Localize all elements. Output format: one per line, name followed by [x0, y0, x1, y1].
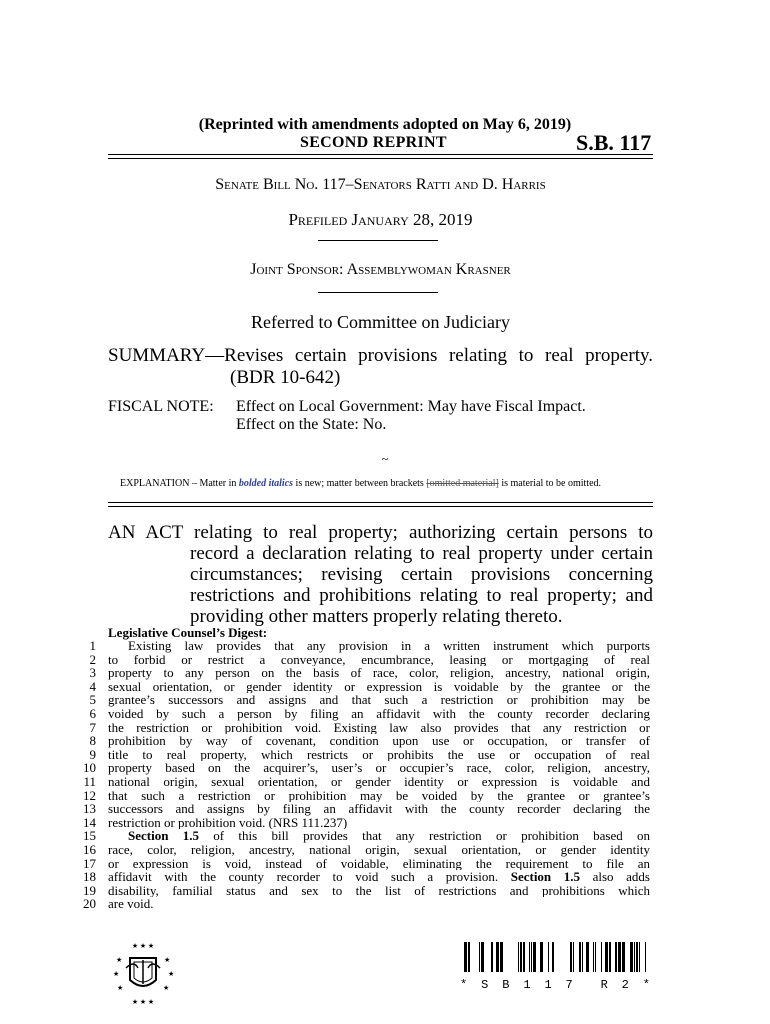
- barcode-bar: [601, 942, 602, 972]
- digest-line: title to real property, which restricts or prohibits the use or occupation of real: [108, 747, 650, 762]
- act-line: providing other matters properly relating thereto.: [190, 606, 563, 627]
- digest-line: restriction or prohibition void. (NRS 111.237): [108, 815, 348, 830]
- divider-short-1: [318, 240, 438, 241]
- committee-referral: Referred to Committee on Judiciary: [251, 312, 510, 332]
- line-number: 15: [83, 828, 96, 844]
- barcode-bar: [496, 942, 499, 972]
- barcode-char: *: [642, 978, 650, 992]
- digest-line: voided by such a person by filing an affidavit with the county recorder declaring: [108, 706, 650, 721]
- barcode-label: [460, 978, 650, 992]
- fiscal-note-block: [108, 398, 653, 434]
- barcode-bar: [552, 942, 554, 972]
- barcode-bar: [468, 942, 470, 972]
- state-seal-icon: [108, 938, 178, 1008]
- explanation-line: [120, 478, 650, 489]
- act-line: AN ACT relating to real property; authorizing certain persons to: [108, 522, 653, 543]
- line-number: 6: [89, 705, 96, 721]
- digest-line-text: affidavit with the county recorder to void such a provision.: [108, 870, 499, 884]
- digest-line: prohibition by way of covenant, condition upon use or occupation, or transfer of: [108, 734, 650, 748]
- summary-bdr: (BDR 10-642): [230, 367, 341, 388]
- barcode-bar: [479, 942, 480, 972]
- barcode-bar: [645, 942, 646, 972]
- digest-line: or expression is void, instead of voidable, eliminating the requirement to file an: [108, 856, 650, 871]
- digest-line: property to any person on the basis of race, color, religion, ancestry, national origin,: [108, 666, 650, 680]
- barcode-bar: [481, 942, 484, 972]
- act-line: circumstances; revising certain provisions concerning: [190, 564, 653, 585]
- explanation-suffix: is material to be omitted.: [498, 478, 602, 489]
- barcode-bar: [570, 942, 572, 972]
- barcode-bar: [540, 942, 543, 972]
- digest-line: [108, 870, 650, 884]
- line-number: 14: [83, 814, 96, 830]
- fiscal-state: Effect on the State: No.: [236, 416, 387, 433]
- barcode-bar: [491, 942, 493, 972]
- line-number: 10: [83, 760, 96, 776]
- line-number: 3: [89, 665, 96, 681]
- explanation-new-text: bolded italics: [238, 478, 294, 489]
- line-number: 5: [89, 692, 96, 708]
- line-number: 1: [89, 638, 96, 653]
- svg-text:★: ★: [163, 984, 170, 992]
- barcode-bar: [586, 942, 589, 972]
- barcode-bar: [618, 942, 621, 972]
- barcode-char: B: [502, 978, 510, 992]
- svg-text:★: ★: [117, 984, 124, 992]
- line-number: 19: [83, 882, 96, 898]
- reprint-note: (Reprinted with amendments adopted on May 6, 2019): [198, 116, 572, 133]
- svg-text:★: ★: [168, 970, 175, 978]
- summary-label: SUMMARY—: [108, 345, 225, 366]
- header-rule-bottom: [108, 158, 653, 159]
- header-rule-top: [108, 154, 653, 155]
- barcode-bar: [630, 942, 633, 972]
- line-number: 2: [89, 651, 96, 667]
- line-number: 20: [83, 896, 96, 912]
- act-line: restrictions and prohibitions relating to real property; and: [190, 585, 653, 606]
- svg-text:★ ★ ★: ★ ★ ★: [131, 998, 155, 1006]
- barcode-bar: [615, 942, 617, 972]
- svg-text:★: ★: [116, 956, 123, 964]
- divider-short-2: [318, 292, 438, 293]
- line-number: 18: [83, 869, 96, 885]
- digest-title: Legislative Counsel’s Digest:: [108, 625, 268, 640]
- digest-line: sexual orientation, or gender identity or expression is voidable by the grantee or the: [108, 679, 650, 694]
- digest-line: grantee’s successors and assigns and that such a restriction or prohibition may be: [108, 693, 650, 707]
- line-number: 12: [83, 787, 96, 803]
- digest-line: successors and assigns by filing an affidavit with the county recorder declaring the: [108, 802, 650, 816]
- digest-line: the restriction or prohibition void. Existing law also provides that any restriction or: [108, 720, 650, 735]
- digest-line: [108, 829, 650, 843]
- barcode-bar: [464, 942, 467, 972]
- digest-line: to forbid or restrict a conveyance, encumbrance, leasing or mortgaging of real: [108, 652, 650, 667]
- barcode-bar: [529, 942, 530, 972]
- line-numbers: [68, 639, 96, 911]
- explanation-middle: is new; matter between brackets: [293, 478, 427, 489]
- summary-block: [108, 345, 653, 389]
- barcode-bar: [593, 942, 594, 972]
- prefiled-date: Prefiled January 28, 2019: [288, 210, 473, 229]
- barcode-char: 7: [565, 978, 573, 992]
- fiscal-label: FISCAL NOTE:: [108, 398, 214, 415]
- digest-line: property based on the acquirer’s, user’s or occupier’s race, color, religion, ancestry,: [108, 761, 650, 775]
- barcode-char: 2: [621, 978, 629, 992]
- line-number: 17: [83, 855, 96, 871]
- joint-sponsor: Joint Sponsor: Assemblywoman Krasner: [250, 261, 511, 278]
- digest-line: that such a restriction or prohibition may be voided by the grantee or grantee’s: [108, 788, 650, 803]
- barcode-bar: [523, 942, 525, 972]
- explanation-rule-bottom: [108, 506, 653, 507]
- tilde-separator: ~: [381, 452, 389, 466]
- barcode-bar: [605, 942, 608, 972]
- svg-text:★: ★: [164, 956, 171, 964]
- barcode-char: 1: [523, 978, 531, 992]
- svg-text:★ ★ ★: ★ ★ ★: [131, 942, 155, 950]
- barcode-bar: [531, 942, 532, 972]
- explanation-prefix: EXPLANATION – Matter in: [120, 478, 239, 489]
- barcode-char: R: [600, 978, 608, 992]
- digest-line: Existing law provides that any provision in a written instrument which purports: [128, 639, 650, 653]
- line-number: 9: [89, 746, 96, 762]
- digest-line: race, color, religion, ancestry, national origin, sexual orientation, or gender identity: [108, 842, 650, 857]
- barcode-bar: [579, 942, 581, 972]
- barcode-char: 1: [544, 978, 552, 992]
- fiscal-local: Effect on Local Government: May have Fiscal Impact.: [236, 398, 586, 415]
- barcode-bar: [520, 942, 522, 972]
- digest-body: [108, 639, 650, 911]
- section-reference: Section 1.5: [510, 870, 581, 884]
- line-number: 4: [89, 678, 96, 694]
- act-line: record a declaration relating to real property under certain: [190, 543, 653, 564]
- line-number: 11: [83, 773, 96, 789]
- barcode-bar: [636, 942, 638, 972]
- line-number: 16: [83, 841, 96, 857]
- explanation-omitted: [omitted material]: [426, 478, 499, 489]
- act-title: [108, 522, 653, 627]
- barcode-bar: [582, 942, 583, 972]
- digest-line: national origin, sexual orientation, or gender identity or expression is voidable and: [108, 774, 650, 789]
- barcode-bar: [518, 942, 519, 972]
- barcode-bar: [639, 942, 640, 972]
- barcode-icon: [460, 942, 650, 972]
- line-number: 7: [89, 719, 96, 735]
- barcode-bar: [548, 942, 549, 972]
- bill-title-line: Senate Bill No. 117–Senators Ratti and D. Harris: [215, 176, 546, 193]
- section-reference: Section 1.5: [128, 829, 199, 843]
- barcode-bar: [622, 942, 625, 972]
- barcode-bar: [533, 942, 536, 972]
- summary-text: Revises certain provisions relating to real property.: [224, 345, 653, 366]
- svg-text:★: ★: [113, 970, 120, 978]
- reprint-label: SECOND REPRINT: [300, 134, 447, 151]
- digest-line-text: of this bill provides that any restriction or prohibition based on: [213, 829, 650, 843]
- barcode-bar: [595, 942, 596, 972]
- digest-line: are void.: [108, 897, 154, 911]
- line-number: 8: [89, 733, 96, 749]
- explanation-rule-top: [108, 502, 653, 503]
- line-number: 13: [83, 801, 96, 817]
- barcode-bar: [609, 942, 611, 972]
- bill-number: S.B. 117: [576, 130, 652, 155]
- barcode-bar: [500, 942, 503, 972]
- barcode-bar: [634, 942, 635, 972]
- digest-line: disability, familial status and sex to the list of restrictions and prohibitions which: [108, 883, 650, 898]
- barcode-bar: [573, 942, 574, 972]
- digest-line-text: also adds: [580, 870, 650, 884]
- barcode-char: S: [481, 978, 489, 992]
- barcode-char: *: [460, 978, 468, 992]
